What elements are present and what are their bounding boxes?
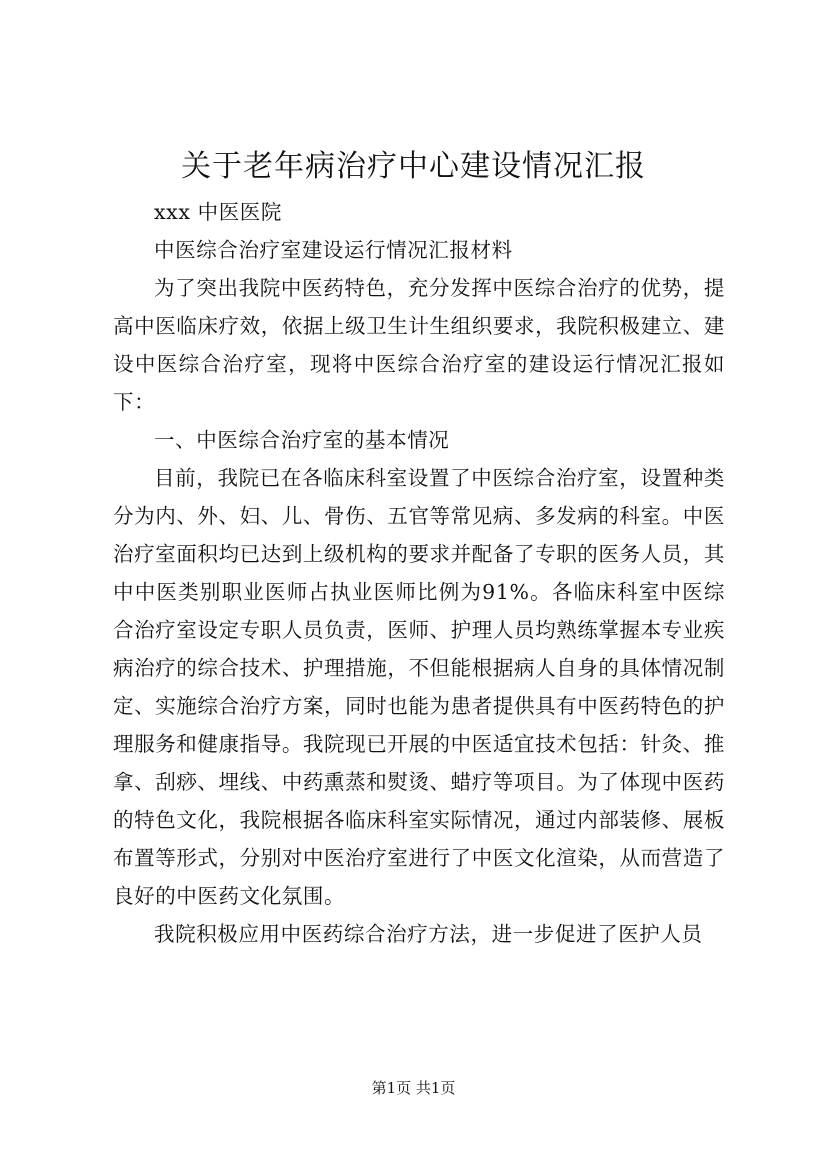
intro-paragraph: 为了突出我院中医药特色，充分发挥中医综合治疗的优势，提高中医临床疗效，依据上级卫生计生组织要求，我院积极建立、建设中医综合治疗室，现将中医综合治疗室的建设运行情况汇报如下： (113, 276, 725, 414)
document-title: 关于老年病治疗中心建设情况汇报 (181, 149, 646, 184)
body-paragraph-continued: 我院积极应用中医药综合治疗方法，进一步促进了医护人员 (154, 922, 703, 946)
organization-name: xxx 中医医院 (154, 200, 282, 224)
page-footer: 第1页 共1页 (371, 1079, 456, 1097)
document-body (113, 193, 725, 953)
body-paragraph: 目前，我院已在各临床科室设置了中医综合治疗室，设置种类分为内、外、妇、儿、骨伤、五官等常见病、多发病的科室。中医治疗室面积均已达到上级机构的要求并配备了专职的医务人员，其中中医类别职业医师占执业医师比例为91%。各临床科室中医综合治疗室设定专职人员负责，医师、护理人员均熟练掌握本专业疾病治疗的综合技术、护理措施，不但能根据病人自身的具体情况制定、实施综合治疗方案，同时也能为患者提供具有中医药特色的护理服务和健康指导。我院现已开展的中医适宜技术包括：针灸、推拿、刮痧、埋线、中药熏蒸和熨烫、蜡疗等项目。为了体现中医药的特色文化，我院根据各临床科室实际情况，通过内部装修、展板布置等形式，分别对中医治疗室进行了中医文化渲染，从而营造了良好的中医药文化氛围。 (113, 466, 725, 908)
document-subtitle: 中医综合治疗室建设运行情况汇报材料 (154, 238, 513, 262)
section-heading: 一、中医综合治疗室的基本情况 (154, 428, 450, 452)
